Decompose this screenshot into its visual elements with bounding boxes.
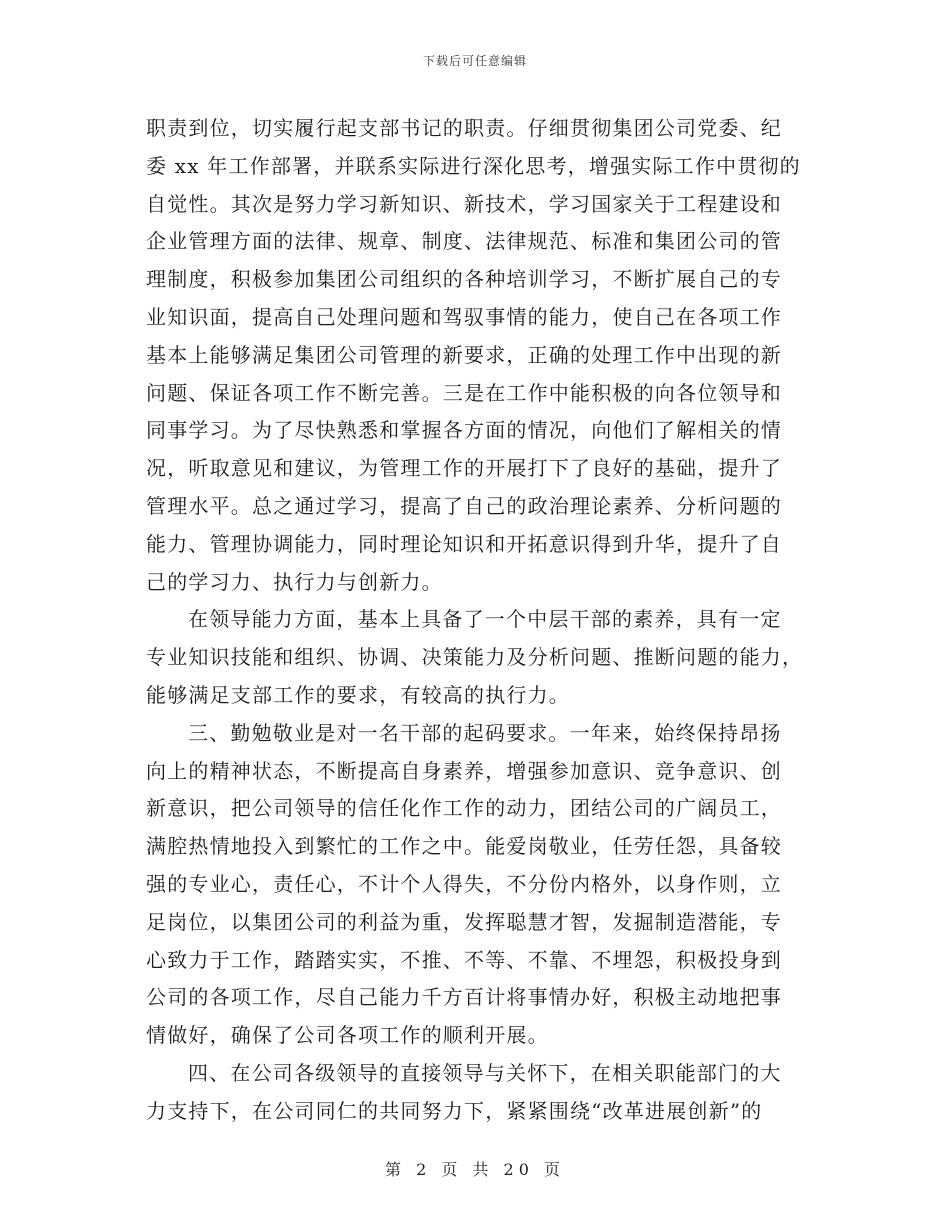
text-line: 委 xx 年工作部署，并联系实际进行深化思考，增强实际工作中贯彻的: [146, 153, 801, 178]
text-line: 足岗位，以集团公司的利益为重，发挥聪慧才智，发掘制造潜能，专: [146, 909, 782, 934]
paragraph-2: [146, 601, 802, 714]
page-number-footer: 第 2 页 共 20 页: [385, 1160, 565, 1179]
text-line: 能力、管理协调能力，同时理论知识和开拓意识得到升华，提升了自: [146, 531, 782, 556]
paragraph-4: [146, 1055, 802, 1131]
text-line: 业知识面，提高自己处理问题和驾驭事情的能力，使自己在各项工作: [146, 304, 782, 329]
text-line: 能够满足支部工作的要求，有较高的执行力。: [146, 682, 570, 707]
text-line: 基本上能够满足集团公司管理的新要求，正确的处理工作中出现的新: [146, 342, 782, 367]
text-line: 企业管理方面的法律、规章、制度、法律规范、标准和集团公司的管: [146, 229, 782, 254]
text-line: 强的专业心，责任心，不计个人得失，不分份内格外，以身作则，立: [146, 871, 782, 896]
text-line: 况，听取意见和建议，为管理工作的开展打下了良好的基础，提升了: [146, 456, 782, 481]
text-line: 新意识，把公司领导的信任化作工作的动力，团结公司的广阔员工，: [146, 796, 782, 821]
text-line: 己的学习力、执行力与创新力。: [146, 569, 443, 594]
text-line: 管理水平。总之通过学习，提高了自己的政治理论素养、分析问题的: [146, 493, 782, 518]
text-line: 心致力于工作，踏踏实实，不推、不等、不靠、不埋怨，积极投身到: [146, 947, 782, 972]
text-line: 在领导能力方面，基本上具备了一个中层干部的素养，具有一定: [188, 607, 782, 632]
text-line: 职责到位，切实履行起支部书记的职责。仔细贯彻集团公司党委、纪: [146, 116, 782, 140]
text-line: 同事学习。为了尽快熟悉和掌握各方面的情况，向他们了解相关的情: [146, 418, 782, 443]
document-body: [146, 110, 802, 1131]
page-header: 下载后可任意编辑: [422, 54, 527, 68]
paragraph-3: [146, 715, 802, 1055]
paragraph-1: [146, 110, 802, 601]
text-line: 理制度，积极参加集团公司组织的各种培训学习，不断扩展自己的专: [146, 267, 782, 292]
text-line: 四、在公司各级领导的直接领导与关怀下，在相关职能部门的大: [188, 1060, 782, 1085]
text-line: 问题、保证各项工作不断完善。三是在工作中能积极的向各位领导和: [146, 380, 782, 405]
text-line: 向上的精神状态，不断提高自身素养，增强参加意识、竞争意识、创: [146, 758, 782, 783]
text-line: 满腔热情地投入到繁忙的工作之中。能爱岗敬业，任劳任怨，具备较: [146, 834, 782, 859]
text-line: 情做好，确保了公司各项工作的顺利开展。: [146, 1023, 549, 1048]
text-line: 自觉性。其次是努力学习新知识、新技术，学习国家关于工程建设和: [146, 191, 782, 216]
text-line: 公司的各项工作，尽自己能力千方百计将事情办好，积极主动地把事: [146, 985, 782, 1010]
text-line: 三、勤勉敬业是对一名干部的起码要求。一年来，始终保持昂扬: [188, 720, 782, 745]
text-line: 力支持下，在公司同仁的共同努力下，紧紧围绕“改革进展创新”的: [146, 1098, 763, 1123]
text-line: 专业知识技能和组织、协调、决策能力及分析问题、推断问题的能力，: [146, 645, 804, 670]
